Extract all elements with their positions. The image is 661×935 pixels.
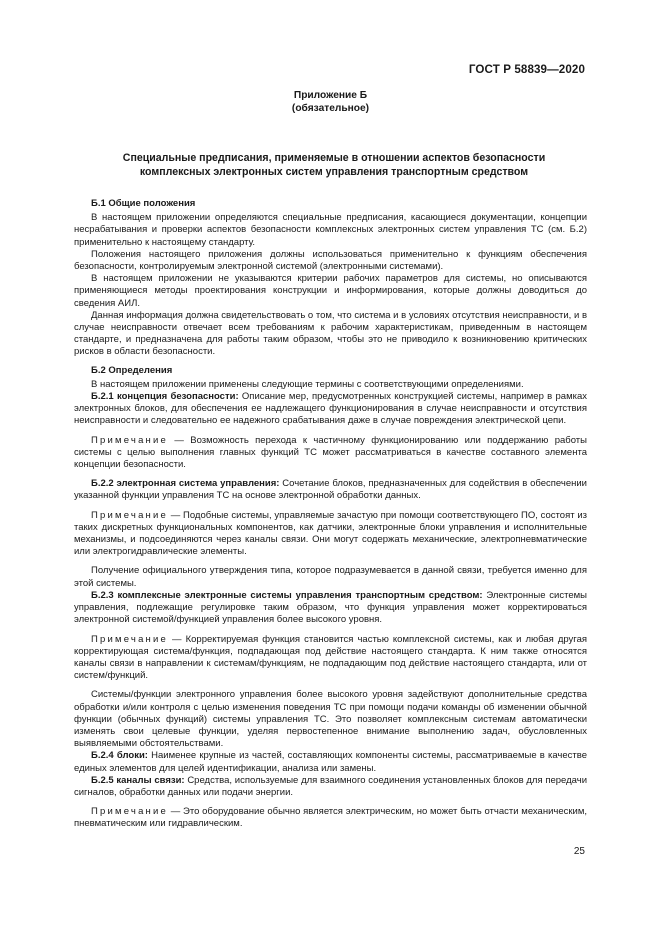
definition-text: Сочетание блоков, предназначенных для содействия в обеспечении указанной функции управления ТС на основе электронной обработки данных. xyxy=(74,478,587,502)
paragraph: Системы/функции электронного управления более высокого уровня задействуют дополнительные средства обработки и/или контроля с целью изменения поведения ТС при помощи подачи команды об изменении обычной функции (обычных функций) системы управления ТС. Это позволяет комплексным системам автоматически изменять свои целевые функции, уделяя первостепенное внимание выполнению задач, обусловленных выявляемыми обстоятельствами. xyxy=(74,689,587,750)
term: Б.2.2 электронная система управления: xyxy=(91,478,280,490)
note xyxy=(74,510,587,559)
term: Б.2.4 блоки: xyxy=(91,750,148,762)
appendix-status: (обязательное) xyxy=(291,103,370,114)
note-text: — Корректируемая функция становится частью комплексной системы, как и любая другая корректирующая система/функция, подпадающая под действие настоящего стандарта. К ним также относятся каналы связи в направлении к системам/функциям, не подпадающим под действие настоящего стандарта, или от систем/функций. xyxy=(74,633,587,682)
paragraph: Положения настоящего приложения должны использоваться применительно к функциям обеспечения безопасности, контролируемым электронной системой (электронными системами). xyxy=(74,248,587,273)
term: Б.2.5 каналы связи: xyxy=(91,774,185,786)
note-text: — Возможность перехода к частичному функционированию или поддержанию работы системы с целью выполнения главных функций ТС может рассматриваться в качестве составного элемента концепции безопасности. xyxy=(74,434,587,471)
term: Б.2.1 концепция безопасности: xyxy=(91,391,239,403)
section-heading-b1: Б.1 Общие положения xyxy=(91,198,196,209)
document-body xyxy=(74,198,587,838)
note-label: Примечание xyxy=(91,633,168,645)
note-text: — Это оборудование обычно является электрическим, но может быть отчасти механическим, пневматическим или гидравлическим. xyxy=(74,806,587,830)
paragraph: Получение официального утверждения типа, которое подразумевается в данной связи, требуется именно для этой системы. xyxy=(74,565,587,589)
paragraph: В настоящем приложении не указываются критерии рабочих параметров для системы, но описываются применяющиеся методы проектирования конструкции и информирования, которые должны доводиться до сведения АИЛ. xyxy=(74,273,587,309)
note xyxy=(74,806,587,830)
note-label: Примечание xyxy=(91,806,168,818)
definition-text: Электронные системы управления, подлежащие регулировке таким образом, что функция управления может корректироваться электронной системой/функцией управления более высокого уровня. xyxy=(74,589,587,626)
definition-text: Средства, используемые для взаимного соединения установленных блоков для передачи сигналов, обработки данных или подачи энергии. xyxy=(74,774,587,798)
main-title-line2: комплексных электронных систем управления транспортным средством xyxy=(139,165,529,178)
term: Б.2.3 комплексные электронные системы управления транспортным средством: xyxy=(91,589,483,601)
definition-text: Описание мер, предусмотренных конструкцией системы, например в рамках электронных блоков, для обеспечения ее надлежащего функционирования в случае неисправности и отсутствия неисправности и следовательно ее надежного срабатывания даже в случае повреждения электрической цепи. xyxy=(74,391,588,427)
main-title xyxy=(84,152,584,179)
paragraph: В настоящем приложении применены следующие термины с соответствующими определениями. xyxy=(91,378,524,390)
note-text: — Подобные системы, управляемые зачастую при помощи соответствующего ПО, состоят из таких дискретных функциональных компонентов, как датчики, электронные блоки управления и исполнительные механизмы, и подсоединяются через каналы связи. Они могут содержать механические, электропневматические или электрогидравлические элементы. xyxy=(74,509,587,558)
section-heading-b2: Б.2 Определения xyxy=(91,364,173,376)
definition-b23 xyxy=(74,590,587,627)
definition-text: Наименее крупные из частей, составляющих компоненты системы, рассматриваемые в качестве единых элементов для целей идентификации, анализа или замены. xyxy=(74,750,587,774)
note xyxy=(74,634,587,683)
definition-b24 xyxy=(74,750,587,774)
definition-b21 xyxy=(74,391,587,428)
main-title-line1: Специальные предписания, применяемые в отношении аспектов безопасности xyxy=(122,152,546,164)
appendix-title: Приложение Б xyxy=(293,90,368,101)
paragraph: В настоящем приложении определяются специальные предписания, касающиеся документации, концепции несрабатывания и проверки аспектов безопасности комплексных электронных систем управления ТС (см. Б.2) применительно к настоящему стандарту. xyxy=(74,212,587,248)
definition-b22 xyxy=(74,478,587,502)
definition-b25 xyxy=(74,775,587,799)
note-label: Примечание xyxy=(91,509,168,521)
standard-id: ГОСТ Р 58839—2020 xyxy=(468,63,585,76)
page-number: 25 xyxy=(573,846,585,857)
appendix-heading xyxy=(0,89,661,115)
note xyxy=(74,435,587,472)
note-label: Примечание xyxy=(91,434,168,446)
paragraph: Данная информация должна свидетельствовать о том, что система и в условиях отсутствия неисправности, и в случае неисправности отвечает всем требованиям к рабочим характеристикам, приведенным в настоящем стандарте, и предназначена для работы таким образом, чтобы это не приводило к возникновению критических рисков в области безопасности. xyxy=(74,309,587,358)
